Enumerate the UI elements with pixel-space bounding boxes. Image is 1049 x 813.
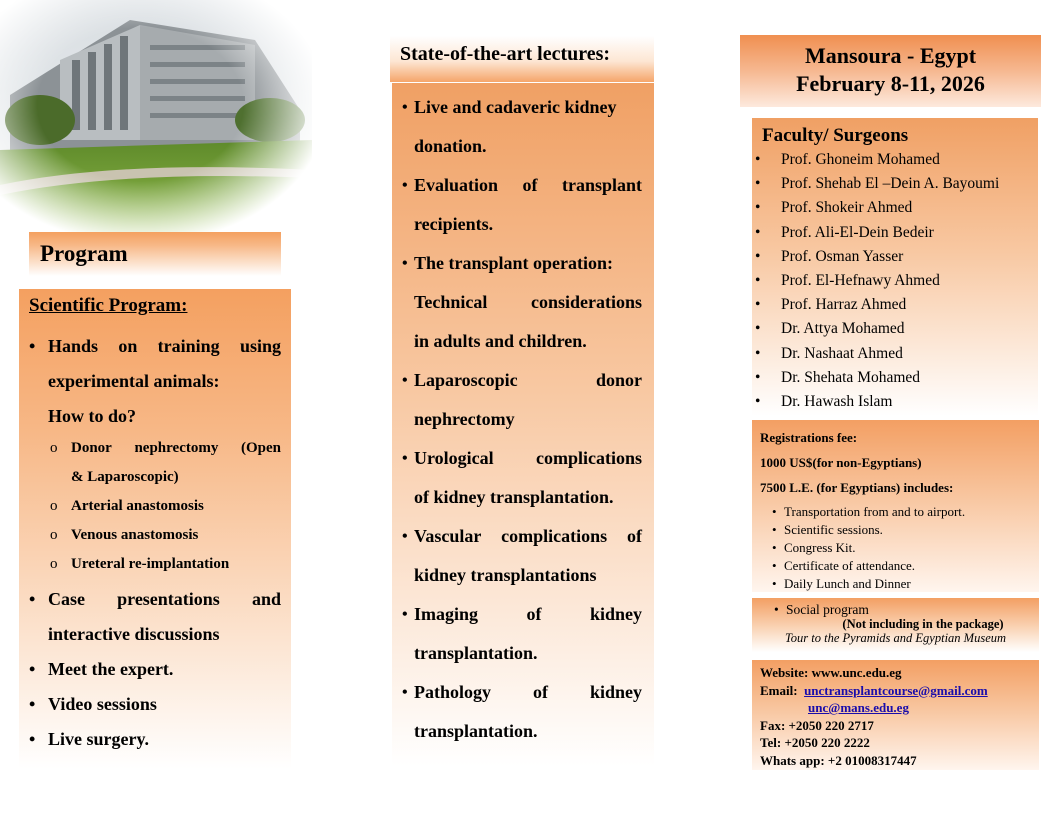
faculty-member [752,221,1038,245]
faculty-member [752,172,1038,196]
includes-text: Certificate of attendance. [784,558,916,573]
bullet-icon: • [755,368,761,386]
line: experimental animals: [48,371,220,391]
faculty-name: Dr. Shehata Mohamed [781,368,921,386]
bullet-icon: • [402,255,408,272]
faculty-heading: Faculty/ Surgeons [762,125,909,146]
circle-bullet-icon: o [50,556,58,572]
bullet-icon: • [29,659,36,679]
bullet-icon: • [29,589,36,609]
bullet-icon: • [402,99,408,116]
bullet-icon: • [402,528,408,545]
line: kidney transplantations [414,565,597,585]
includes-text: Daily Lunch and Dinner [784,576,911,591]
word: donor [595,370,642,390]
word: and [251,589,281,609]
line: How to do? [48,406,137,426]
fax-line: Fax: +2050 220 2717 [760,717,874,733]
social-item-text: Social program [786,602,869,617]
bullet-icon: • [755,296,761,314]
word: Donor [71,440,112,456]
faculty-name: Dr. Hawash Islam [781,393,893,411]
bullet-icon: • [772,558,777,573]
bullet-icon: • [755,344,761,362]
list-item [29,582,281,652]
line: transplantation. [414,643,538,663]
bullet-icon: • [755,393,761,411]
word: kidney [589,604,642,624]
email-line-2 [760,699,1031,717]
item-text: Meet the expert. [48,659,174,679]
faculty-member [752,245,1038,269]
bullet-icon: • [29,729,36,749]
bullet-icon: • [774,602,779,617]
social-program-box [752,598,1039,652]
bullet-icon: • [402,177,408,194]
word: Laparoscopic [414,370,518,390]
word: nephrectomy [134,440,219,456]
line: Live and cadaveric kidney [414,97,617,117]
includes-item [772,521,1031,539]
sub-item-text: Arterial anastomosis [71,498,204,514]
registration-box [752,420,1039,592]
line: interactive discussions [48,624,220,644]
circle-bullet-icon: o [50,440,58,456]
bullet-icon: • [755,320,761,338]
item-text: Live surgery. [48,729,149,749]
line: The transplant operation: [414,253,614,273]
list-item [29,687,281,722]
email-link-gmail[interactable]: unctransplantcourse@gmail.com [804,682,988,698]
scientific-program-box [19,289,291,769]
word: kidney [589,682,642,702]
includes-text: Scientific sessions. [784,522,883,537]
includes-text: Transportation from and to airport. [784,504,966,519]
word: considerations [530,292,642,312]
faculty-name: Prof. Shehab El –Dein A. Bayoumi [781,175,1000,193]
lecture-item [402,244,642,361]
sub-item-text: Ureteral re-implantation [71,556,230,572]
lecture-item [402,595,642,673]
circle-bullet-icon: o [50,498,58,514]
includes-list [760,503,1031,593]
includes-item [772,557,1031,575]
line: donation. [414,136,487,156]
venue-city: Mansoura - Egypt [804,43,977,68]
faculty-member [752,390,1038,414]
building-photo-illustration [0,0,312,232]
email-line [760,682,1031,700]
bullet-icon: • [402,606,408,623]
faculty-name: Prof. Shokeir Ahmed [781,199,913,217]
faculty-name: Prof. Harraz Ahmed [781,296,907,314]
lectures-heading: State-of-the-art lectures: [390,36,654,82]
fee-egyptians: 7500 L.E. (for Egyptians) includes: [760,480,954,495]
scientific-program-list-continued [29,582,281,757]
faculty-member [752,269,1038,293]
includes-text: Congress Kit. [784,540,856,555]
sub-item-text: Venous anastomosis [71,527,199,543]
word: of [526,604,542,624]
bullet-icon: • [772,522,777,537]
lecture-item [402,517,642,595]
bullet-icon: • [772,540,777,555]
website-line: Website: www.unc.edu.eg [760,665,902,680]
word: Case [48,589,85,609]
faculty-name: Dr. Attya Mohamed [781,320,905,338]
word: complications [536,448,642,468]
faculty-box [752,118,1038,416]
scientific-program-heading: Scientific Program: [29,295,188,316]
lecture-item [402,673,642,751]
lectures-list [402,88,642,751]
bullet-icon: • [402,684,408,701]
scientific-program-list [29,329,281,434]
bullet-icon: • [755,223,761,241]
line: recipients. [414,214,494,234]
includes-item [772,503,1031,521]
word: transplant [561,175,642,195]
building-photo [0,0,312,232]
venue-dates: February 8-11, 2026 [796,71,985,96]
word: Technical [414,292,488,312]
bullet-icon: • [755,272,761,290]
word: training [157,336,220,356]
lecture-item [402,88,642,166]
whatsapp-line: Whats app: +2 01008317447 [760,752,917,768]
faculty-member [752,196,1038,220]
circle-bullet-icon: o [50,527,58,543]
list-item [29,722,281,757]
sub-list-item [29,550,281,579]
word: complications [501,526,608,546]
line: transplantation. [414,721,538,741]
line: & Laparoscopic) [71,469,179,485]
faculty-member [752,342,1038,366]
word: presentations [117,589,220,609]
sub-list-item [29,434,281,492]
word: using [239,336,281,356]
word: of [522,175,538,195]
faculty-member [752,293,1038,317]
lecture-item [402,166,642,244]
faculty-member [752,366,1038,390]
bullet-icon: • [755,199,761,217]
sub-list-item [29,492,281,521]
bullet-icon: • [772,576,777,591]
word: Vascular [414,526,482,546]
list-item [29,329,281,434]
bullet-icon: • [29,336,36,356]
word: on [118,336,138,356]
bullet-icon: • [755,151,761,168]
email-label: Email: [760,682,798,698]
fee-non-egyptians: 1000 US$(for non-Egyptians) [760,455,922,470]
lecture-item [402,439,642,517]
word: of [627,526,642,546]
faculty-name: Prof. El-Hefnawy Ahmed [781,272,940,290]
faculty-member [752,317,1038,341]
includes-item [772,539,1031,557]
social-tour: Tour to the Pyramids and Egyptian Museum [784,631,1007,645]
item-text: Video sessions [48,694,157,714]
word: Evaluation [414,175,499,195]
word: Hands [48,336,99,356]
tel-line: Tel: +2050 220 2222 [760,735,870,750]
bullet-icon: • [772,504,777,519]
list-item [29,652,281,687]
bullet-icon: • [755,175,761,193]
bullet-icon: • [402,450,408,467]
lecture-item [402,361,642,439]
word: of [532,682,548,702]
contact-box [752,660,1039,770]
bullet-icon: • [755,247,761,265]
line: of kidney transplantation. [414,487,614,507]
social-note: (Not including in the package) [842,617,1004,631]
program-title: Program [29,232,281,276]
faculty-name: Prof. Ali-El-Dein Bedeir [781,223,934,241]
faculty-name: Prof. Osman Yasser [781,247,904,265]
registration-heading: Registrations fee: [760,430,858,445]
bullet-icon: • [29,694,36,714]
lectures-box [392,83,654,766]
word: Urological [414,448,494,468]
bullet-icon: • [402,372,408,389]
word: (Open [240,440,281,456]
email-link-mans[interactable]: unc@mans.edu.eg [808,700,909,715]
includes-item [772,575,1031,593]
faculty-list [752,148,1038,414]
sub-list-item [29,521,281,550]
venue-banner [740,35,1041,107]
word: Imaging [414,604,479,624]
word: Pathology [414,682,492,702]
line: nephrectomy [414,409,515,429]
social-item [752,602,1039,617]
training-sub-list [29,434,281,579]
faculty-name: Dr. Nashaat Ahmed [781,344,903,362]
faculty-name: Prof. Ghoneim Mohamed [781,151,940,168]
line: in adults and children. [414,331,587,351]
faculty-member [752,148,1038,172]
